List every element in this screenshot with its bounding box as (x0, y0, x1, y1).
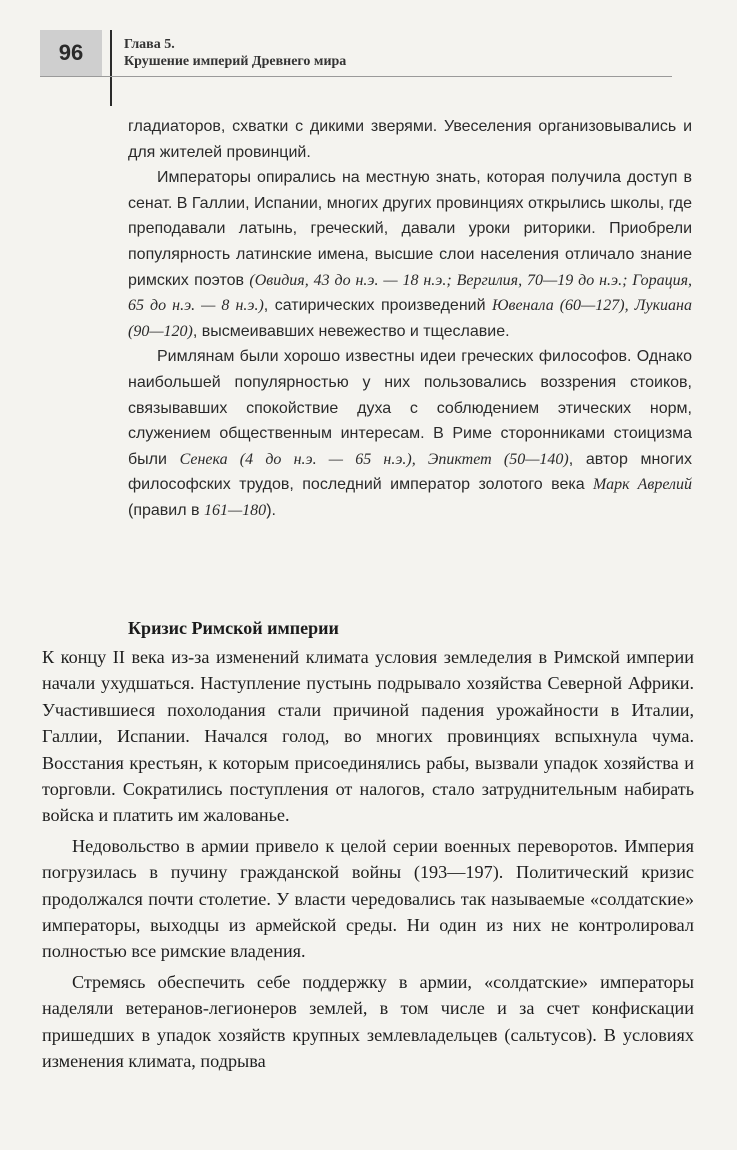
paragraph (128, 344, 692, 523)
header-divider-vertical (110, 30, 112, 106)
text-run: , сатирических произведений (263, 297, 493, 315)
running-header (124, 36, 346, 70)
italic-run: Марк Аврелий (593, 476, 693, 494)
paragraph: К концу II века из-за изменений климата условия земледелия в Римской империи начали ухудшаться. Наступление пустынь подрывало хозяйства Северной Африки. Участившиеся похолодания стали причиной падения урожайности в Италии, Галлии, Испании. Начался голод, во многих провинциях вспыхнула чума. Восстания крестьян, к которым присоединялись рабы, вызвали упадок хозяйства и торговли. Сократились поступления от налогов, стало затруднительным набирать войска и платить им жалованье. (42, 647, 694, 826)
body-text-sans (128, 114, 692, 524)
italic-run: Сенека (4 до н.э. — 65 н.э.), Эпиктет (50—140) (179, 450, 569, 468)
italic-run: Ювенала (60—127), Лукиана (90—120) (128, 297, 692, 340)
paragraph: гладиаторов, схватки с дикими зверями. Увеселения организовывались и для жителей провинций. (128, 118, 692, 161)
text-run: (правил в (128, 501, 204, 519)
paragraph (128, 165, 692, 344)
header-divider-horizontal (40, 76, 672, 77)
section-heading: Кризис Римской империи (128, 618, 339, 638)
text-run: Римлянам были хорошо известны идеи греческих философов. Однако наибольшей популярностью у них пользовались воззрения стоиков, связывавших спокойствие духа с соблюдением этических норм, служением общественным интересам. В Риме сторонниками стоицизма были (128, 348, 692, 468)
text-run: ). (266, 501, 276, 519)
page-number: 96 (40, 30, 102, 76)
text-run: , высмеивавших невежество и тщеславие. (192, 322, 510, 340)
body-text-serif (42, 644, 694, 1075)
chapter-title: Крушение империй Древнего мира (124, 54, 347, 69)
paragraph: Стремясь обеспечить себе поддержку в армии, «солдатские» императоры наделяли ветеранов-легионеров землей, в том числе и за счет конфискации пришедших в упадок хозяйств крупных землевладельцев (сальтусов). В условиях изменения климата, подрыва (42, 971, 694, 1072)
text-run: , автор многих философских трудов, последний император золотого века (128, 450, 692, 494)
italic-run: (Овидия, 43 до н.э. — 18 н.э.; Вергилия, 70—19 до н.э.; Горация, 65 до н.э. — 8 н.э.) (128, 271, 693, 315)
chapter-label: Глава 5. (124, 37, 175, 52)
text-run: Императоры опирались на местную знать, которая получила доступ в сенат. В Галлии, Испании, многих других провинциях открылись школы, где преподавали латынь, греческий, давали уроки риторики. Приобрели популярность латинские имена, высшие слои населения отличало знание римских поэтов (128, 169, 692, 289)
paragraph: Недовольство в армии привело к целой серии военных переворотов. Империя погрузилась в пучину гражданской войны (193—197). Политический кризис продолжался почти столетие. У власти чередовались так называемые «солдатские» императоры, выходцы из армейской среды. Ни один из них не контролировал полностью все римские владения. (42, 835, 694, 962)
italic-run: 161—180 (203, 501, 267, 519)
